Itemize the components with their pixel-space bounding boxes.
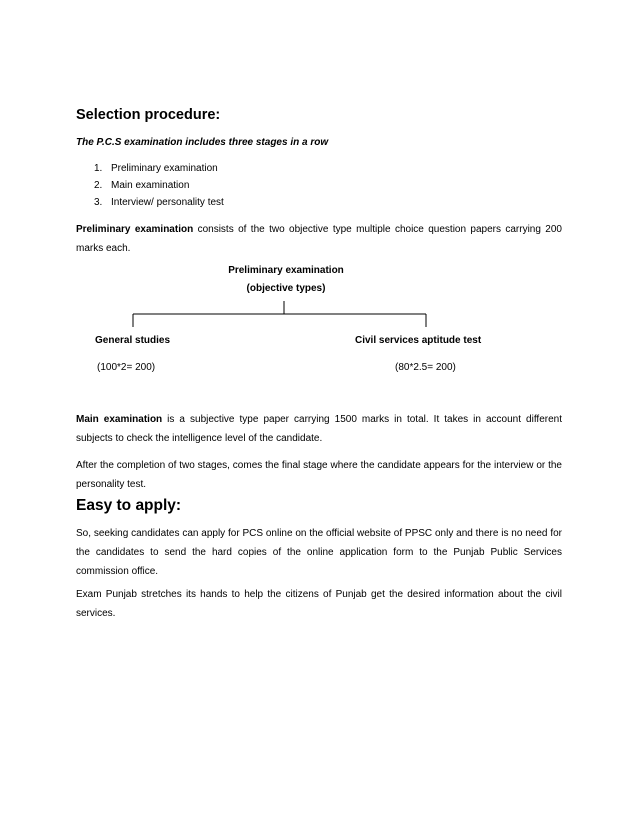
list-text: Preliminary examination — [111, 163, 218, 174]
diagram-left-title: General studies — [95, 335, 171, 346]
prelim-rest: consists of the two objective type multiple choice question papers carrying 200 marks each. — [76, 224, 562, 254]
list-text: Main examination — [111, 180, 190, 191]
main-exam-bold: Main examination — [76, 414, 163, 425]
list-number: 1. — [94, 163, 103, 174]
diagram-root-line2: (objective types) — [246, 283, 326, 294]
easy-paragraph-2: Exam Punjab stretches its hands to help the citizens of Punjab get the desired information about the civil services. — [76, 589, 562, 619]
diagram-right-formula: (80*2.5= 200) — [395, 362, 456, 373]
main-exam-paragraph — [76, 410, 562, 448]
after-stages-paragraph: After the completion of two stages, comes the final stage where the candidate appears for the interview or the personality test. — [76, 460, 562, 490]
prelim-bold: Preliminary examination — [76, 224, 194, 235]
diagram-left-formula: (100*2= 200) — [97, 362, 156, 373]
heading-selection-procedure: Selection procedure: — [76, 107, 221, 123]
easy-paragraph-1: So, seeking candidates can apply for PCS online on the official website of PPSC only and there is no need for the candidates to send the hard copies of the online application form to the Punjab Public Services commission office. — [76, 528, 562, 577]
list-text: Interview/ personality test — [111, 197, 224, 208]
diagram-right-title: Civil services aptitude test — [355, 335, 482, 346]
main-exam-rest: is a subjective type paper carrying 1500 marks in total. It takes in account different subjects to check the intelligence level of the candidate. — [76, 414, 562, 444]
heading-easy-to-apply: Easy to apply: — [76, 497, 182, 514]
subheading-stages: The P.C.S examination includes three stages in a row — [76, 137, 329, 148]
diagram-root-line1: Preliminary examination — [228, 265, 344, 276]
list-number: 3. — [94, 197, 103, 208]
list-number: 2. — [94, 180, 103, 191]
